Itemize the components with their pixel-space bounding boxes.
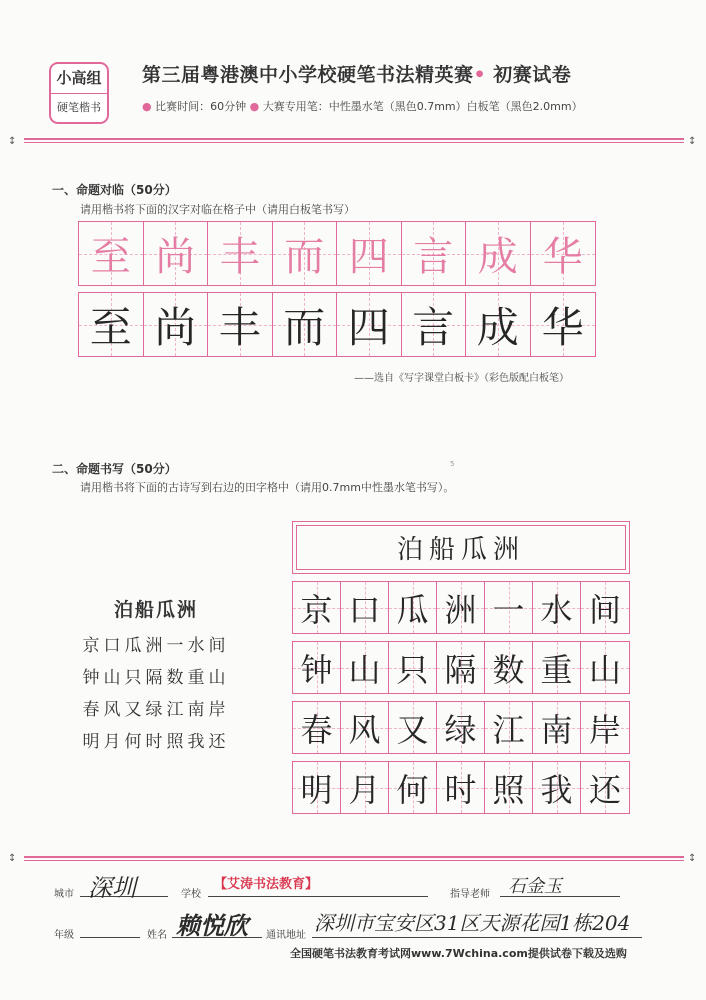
- poem-line: 京口瓜洲一水间: [82, 636, 230, 656]
- poem-char-cell: 岸: [581, 702, 629, 753]
- poem-char-cell: 何: [389, 762, 437, 813]
- answer-char-cell: 四: [337, 293, 402, 356]
- group-badge: [49, 62, 109, 124]
- poem-char-cell: 春: [293, 702, 341, 753]
- model-char-cell: 华: [531, 222, 596, 285]
- model-char-cell: 尚: [144, 222, 209, 285]
- exam-time: 比赛时间：60分钟: [155, 100, 247, 113]
- poem-char-cell: 又: [389, 702, 437, 753]
- poem-char-cell: 江: [485, 702, 533, 753]
- poem-reference: [58, 595, 254, 758]
- teacher-value: 石金玉: [508, 876, 562, 897]
- model-char-cell: 至: [79, 222, 144, 285]
- section2-desc: 请用楷书将下面的古诗写到右边的田字格中（请用0.7mm中性墨水笔书写）。: [80, 481, 455, 494]
- exam-info: [142, 98, 583, 114]
- poem-char-cell: 时: [437, 762, 485, 813]
- written-poem-row: [292, 641, 630, 694]
- city-label: 城市: [54, 889, 74, 900]
- poem-line: 明月何时照我还: [82, 732, 230, 752]
- poem-char-cell: 山: [581, 642, 629, 693]
- model-chars-row: [78, 221, 596, 286]
- name-label: 姓名: [147, 930, 167, 941]
- title-suffix: 初赛试卷: [493, 64, 572, 86]
- poem-char-cell: 口: [341, 582, 389, 633]
- answer-chars-row: [78, 292, 596, 357]
- poem-char-cell: 钟: [293, 642, 341, 693]
- poem-char-cell: 月: [341, 762, 389, 813]
- bullet-icon: ●: [249, 100, 260, 113]
- bullet-icon: ●: [142, 100, 152, 113]
- badge-type: 硬笔楷书: [57, 101, 101, 114]
- written-poem-row: [292, 761, 630, 814]
- page-mark: 5: [450, 460, 455, 468]
- model-char-cell: 成: [466, 222, 531, 285]
- title-dot: •: [473, 64, 487, 86]
- poem-char-cell: 照: [485, 762, 533, 813]
- answer-char-cell: 成: [466, 293, 531, 356]
- poem-char-cell: 只: [389, 642, 437, 693]
- grade-underline: [80, 937, 140, 938]
- poem-char-cell: 重: [533, 642, 581, 693]
- teacher-label: 指导老师: [450, 889, 490, 900]
- address-label: 通讯地址: [266, 930, 306, 941]
- poem-char-cell: 一: [485, 582, 533, 633]
- top-divider: [24, 138, 684, 143]
- poem-char-cell: 数: [485, 642, 533, 693]
- written-poem-title: 泊船瓜洲: [292, 521, 630, 574]
- model-char-cell: 四: [337, 222, 402, 285]
- written-poem-row: [292, 701, 630, 754]
- poem-line: 钟山只隔数重山: [82, 668, 230, 688]
- city-value: 深圳: [88, 874, 136, 902]
- answer-char-cell: 丰: [208, 293, 273, 356]
- arrow-left-icon: ↕: [8, 853, 17, 864]
- poem-char-cell: 还: [581, 762, 629, 813]
- poem-char-cell: 间: [581, 582, 629, 633]
- pen-requirement: 大赛专用笔：中性墨水笔（黑色0.7mm）白板笔（黑色2.0mm）: [262, 100, 583, 113]
- title-main: 第三届粤港澳中小学校硬笔书法精英赛: [142, 64, 474, 86]
- answer-char-cell: 言: [402, 293, 467, 356]
- poem-char-cell: 京: [293, 582, 341, 633]
- section1-title: 一、命题对临（50分）: [52, 183, 177, 197]
- school-stamp: 【艾涛书法教育】: [214, 877, 319, 892]
- name-value: 赖悦欣: [176, 911, 248, 940]
- source-note: ——选自《写字课堂白板卡》（彩色版配白板笔）: [354, 373, 569, 384]
- school-underline: [208, 896, 428, 897]
- poem-char-cell: 水: [533, 582, 581, 633]
- address-value: 深圳市宝安区31区天源花园1栋204: [314, 911, 631, 935]
- section2-title: 二、命题书写（50分）: [52, 462, 177, 476]
- arrow-right-icon: ↕: [688, 853, 697, 864]
- address-underline: [312, 937, 642, 938]
- poem-char-cell: 南: [533, 702, 581, 753]
- poem-char-cell: 我: [533, 762, 581, 813]
- model-char-cell: 言: [402, 222, 467, 285]
- arrow-left-icon: ↕: [8, 136, 17, 147]
- poem-char-cell: 洲: [437, 582, 485, 633]
- poem-char-cell: 明: [293, 762, 341, 813]
- written-poem-row: [292, 581, 630, 634]
- poem-char-cell: 风: [341, 702, 389, 753]
- answer-char-cell: 而: [273, 293, 338, 356]
- bottom-divider: [24, 856, 684, 861]
- answer-char-cell: 华: [531, 293, 596, 356]
- poem-char-cell: 山: [341, 642, 389, 693]
- poem-char-cell: 绿: [437, 702, 485, 753]
- badge-group: 小高组: [51, 64, 107, 94]
- page-title: [142, 60, 571, 87]
- poem-title: 泊船瓜洲: [113, 599, 198, 621]
- poem-char-cell: 瓜: [389, 582, 437, 633]
- answer-char-cell: 尚: [144, 293, 209, 356]
- arrow-right-icon: ↕: [688, 136, 697, 147]
- poem-line: 春风又绿江南岸: [82, 700, 230, 720]
- section1-desc: 请用楷书将下面的汉字对临在格子中（请用白板笔书写）: [80, 203, 355, 216]
- footer-note: 全国硬笔书法教育考试网www.7Wchina.com提供试卷下载及选购: [290, 947, 627, 960]
- school-label: 学校: [181, 889, 201, 900]
- model-char-cell: 而: [273, 222, 338, 285]
- grade-label: 年级: [54, 930, 74, 941]
- poem-char-cell: 隔: [437, 642, 485, 693]
- answer-char-cell: 至: [79, 293, 144, 356]
- model-char-cell: 丰: [208, 222, 273, 285]
